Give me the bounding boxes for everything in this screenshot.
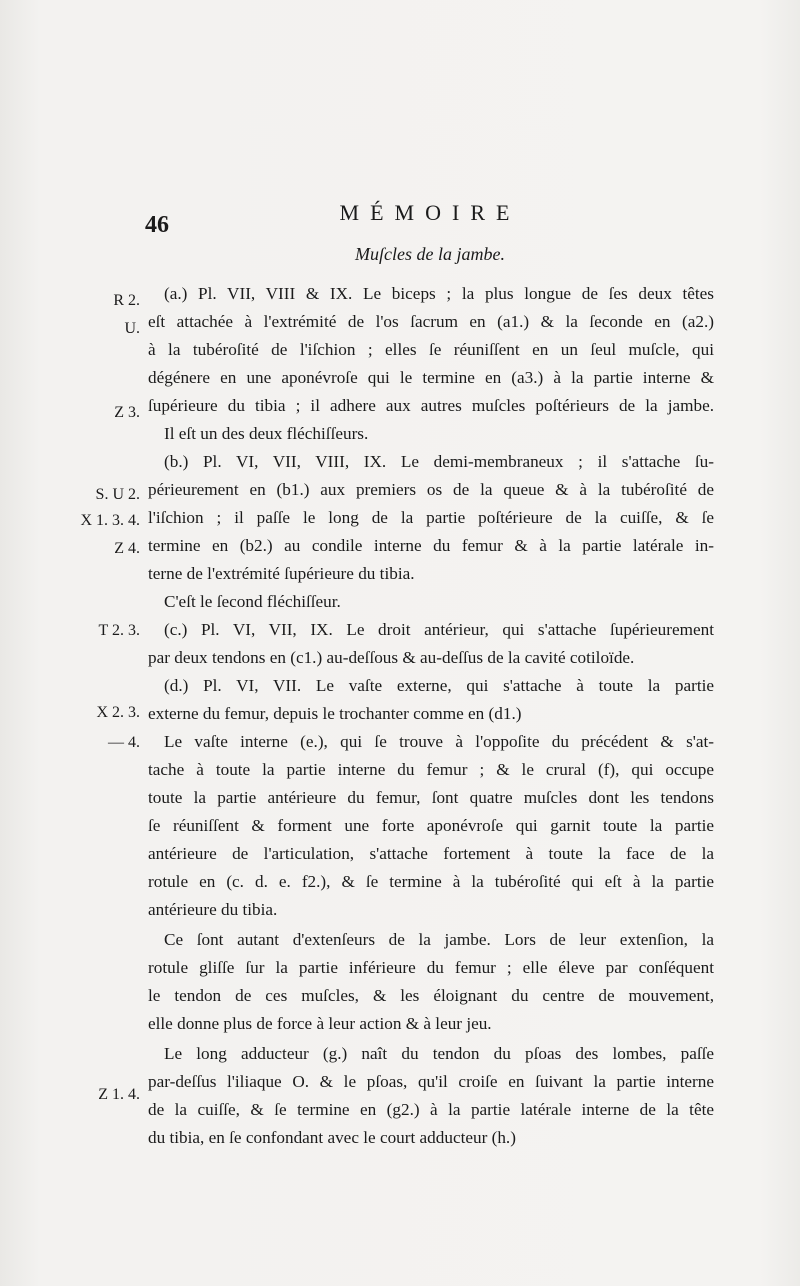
margin-note: Z 1. 4. — [98, 1086, 140, 1103]
text-line: du tibia, en ſe confondant avec le court adducteur (h.) — [148, 1128, 516, 1147]
text-line: Le vaſte interne (e.), qui ſe trouve à l'oppoſite du précédent & s'at- — [164, 732, 714, 751]
text-line: par-deſſus l'iliaque O. & le pſoas, qu'il croiſe en ſuivant la partie interne — [148, 1072, 714, 1091]
margin-note: Z 3. — [114, 404, 140, 421]
text-line: tache à toute la partie interne du femur ; & le crural (f), qui occupe — [148, 760, 714, 779]
text-line: ſupérieure du tibia ; il adhere aux autres muſcles poſtérieurs de la jambe. — [148, 396, 714, 415]
text-line: l'iſchion ; il paſſe le long de la partie poſtérieure de la cuiſſe, & ſe — [148, 508, 714, 527]
margin-note: U. — [124, 320, 140, 337]
text-line: le tendon de ces muſcles, & les éloignant du centre de mouvement, — [148, 986, 714, 1005]
text-line: antérieure de l'articulation, s'attache fortement à toute la face de la — [148, 844, 714, 863]
section-title: Muſcles de la jambe. — [355, 244, 505, 264]
text-line: dégénere en une aponévroſe qui le termine en (a3.) à la partie interne & — [148, 368, 714, 387]
margin-note: R 2. — [113, 292, 140, 309]
text-line: eſt attachée à l'extrémité de l'os ſacrum en (a1.) & la ſeconde en (a2.) — [148, 312, 714, 331]
margin-note: T 2. 3. — [98, 622, 140, 639]
text-line: (c.) Pl. VI, VII, IX. Le droit antérieur, qui s'attache ſupérieurement — [164, 620, 714, 639]
text-line: termine en (b2.) au condile interne du femur & à la partie latérale in- — [148, 536, 714, 555]
text-line: ſe réuniſſent & forment une forte aponévroſe qui garnit toute la partie — [148, 816, 714, 835]
text-line: C'eſt le ſecond fléchiſſeur. — [164, 592, 341, 611]
text-line: rotule gliſſe ſur la partie inférieure du femur ; elle éleve par conſéquent — [148, 958, 714, 977]
margin-note: Z 4. — [114, 540, 140, 557]
running-head: MÉMOIRE — [339, 200, 521, 225]
text-line: terne de l'extrémité ſupérieure du tibia. — [148, 564, 415, 583]
text-line: Ce ſont autant d'extenſeurs de la jambe. Lors de leur extenſion, la — [164, 930, 714, 949]
margin-note: — 4. — [108, 734, 140, 751]
margin-note: X 2. 3. — [96, 704, 140, 721]
text-line: toute la partie antérieure du femur, ſont quatre muſcles dont les tendons — [148, 788, 714, 807]
text-line: périeurement en (b1.) aux premiers os de la queue & à la tubéroſité de — [148, 480, 714, 499]
text-line: (d.) Pl. VI, VII. Le vaſte externe, qui s'attache à toute la partie — [164, 676, 714, 695]
text-line: (a.) Pl. VII, VIII & IX. Le biceps ; la plus longue de ſes deux têtes — [164, 284, 714, 303]
margin-note: X 1. 3. 4. — [80, 512, 140, 529]
text-line: (b.) Pl. VI, VII, VIII, IX. Le demi-membraneux ; il s'attache ſu- — [164, 452, 714, 471]
margin-note: S. U 2. — [95, 486, 140, 503]
text-line: à la tubéroſité de l'iſchion ; elles ſe réuniſſent en un ſeul muſcle, qui — [148, 340, 714, 359]
text-line: rotule en (c. d. e. f2.), & ſe termine à la tubéroſité qui eſt à la partie — [148, 872, 714, 891]
text-line: par deux tendons en (c1.) au-deſſous & au-deſſus de la cavité cotiloïde. — [148, 648, 635, 667]
text-line: Le long adducteur (g.) naît du tendon du pſoas des lombes, paſſe — [164, 1044, 714, 1063]
text-line: Il eſt un des deux fléchiſſeurs. — [164, 424, 369, 443]
page-number: 46 — [145, 212, 169, 238]
text-line: antérieure du tibia. — [148, 900, 278, 919]
text-line: externe du femur, depuis le trochanter comme en (d1.) — [148, 704, 522, 723]
text-line: de la cuiſſe, & ſe termine en (g2.) à la partie latérale interne de la tête — [148, 1100, 714, 1119]
text-line: elle donne plus de force à leur action & à leur jeu. — [148, 1014, 492, 1033]
